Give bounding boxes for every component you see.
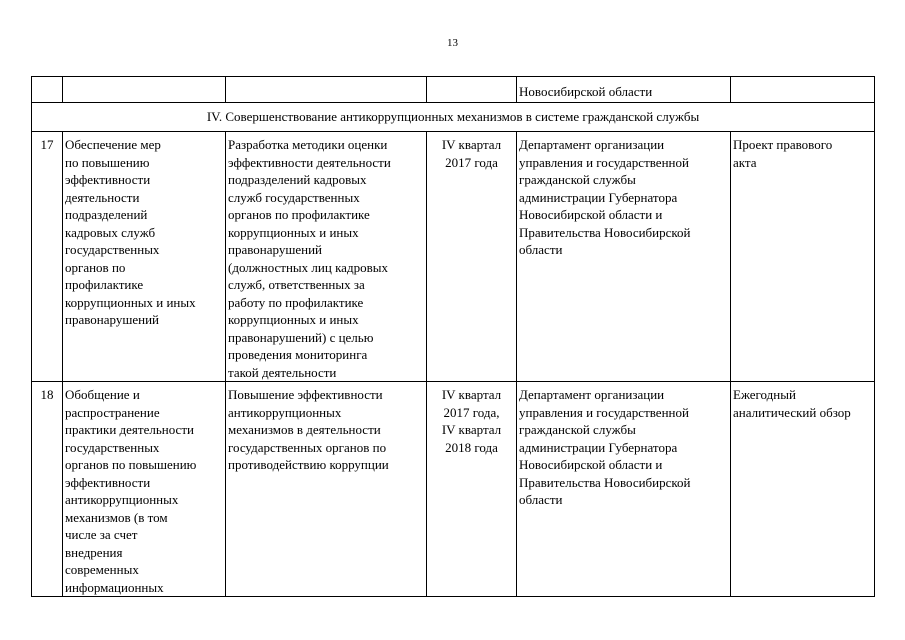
continuation-row [32,77,875,103]
cell-line: администрации Губернатора [519,189,678,205]
cell-line: эффективности [65,172,151,187]
cell-line: такой деятельности [228,364,337,380]
cell-line: (должностных лиц кадровых [228,259,388,275]
page-number: 13 [447,37,458,49]
cell-line: противодействию коррупции [228,457,389,472]
cell-line: правонарушений [65,312,159,327]
cell-line: Департамент организации [519,137,665,152]
cell-line: Обеспечение мер [65,137,161,152]
cell-line: внедрения [65,544,123,560]
cell-line: Правительства Новосибирской [519,224,691,240]
cell-line: государственных [65,439,160,455]
cell-line: Обобщение и [65,387,140,402]
cell-line: органов по профилактике [228,207,370,222]
cell-line: механизмов в деятельности [228,422,381,437]
measures-table [31,76,875,597]
cell-line: кадровых служб [65,224,156,240]
cell-line: правонарушений) с целью [228,329,374,345]
cell-line: области [519,242,563,257]
result-cell [731,382,875,597]
cell-line: антикоррупционных [65,492,179,507]
cell-line: эффективности деятельности [228,154,391,170]
cell-line: IV квартал [441,422,502,437]
cell-line: IV квартал [441,387,502,402]
term-cell [427,382,517,597]
executor-cell: Новосибирской области [517,77,731,103]
cell-line: государственных органов по [228,439,387,455]
cell-line: антикоррупционных [228,404,342,420]
cell-line: служб, ответственных за [228,277,365,292]
cell-line: гражданской службы [519,172,636,187]
content-cell [226,382,427,597]
cell-line: правонарушений [228,242,322,257]
cell-line: служб государственных [228,189,360,205]
measure-cell [63,132,226,382]
cell-line: числе за счет [65,527,138,542]
content-cell [226,77,427,103]
cell-line: государственных [65,242,160,257]
section-title: IV. Совершенствование антикоррупционных механизмов в системе гражданской службы [32,103,875,132]
table-row [32,382,875,597]
cell-line: органов по [65,259,126,275]
cell-line: коррупционных и иных [65,294,196,310]
cell-line: механизмов (в том [65,509,168,525]
cell-line: по повышению [65,154,150,170]
cell-line: распространение [65,404,160,420]
cell-line: подразделений кадровых [228,172,367,187]
cell-line: 2017 года [445,154,498,170]
cell-line: гражданской службы [519,422,636,437]
cell-line: 2017 года, [443,404,500,420]
cell-line: деятельности [65,189,140,205]
cell-line: администрации Губернатора [519,439,678,455]
term-cell [427,132,517,382]
cell-line: IV квартал [441,137,502,152]
term-cell [427,77,517,103]
cell-line: Департамент организации [519,387,665,402]
cell-line: проведения мониторинга [228,347,368,362]
cell-line: эффективности [65,474,151,490]
cell-line: профилактике [65,277,144,292]
cell-line: Повышение эффективности [228,387,383,402]
cell-line: Разработка методики оценки [228,137,388,152]
section-row [32,103,875,132]
cell-line: органов по повышению [65,457,197,472]
cell-line: современных [65,562,139,577]
executor-cell [517,382,731,597]
cell-line: Новосибирской области и [519,457,663,472]
cell-line: Проект правового [733,137,833,152]
cell-line: практики деятельности [65,422,194,437]
measure-cell [63,77,226,103]
cell-line: акта [733,154,757,170]
row-number-cell: 18 [32,382,63,597]
cell-line: Правительства Новосибирской [519,474,691,490]
cell-line: работу по профилактике [228,294,364,310]
cell-line: информационных [65,579,164,595]
executor-cell [517,132,731,382]
cell-line: Ежегодный [733,387,796,402]
measure-cell [63,382,226,597]
content-cell [226,132,427,382]
cell-line: аналитический обзор [733,404,851,420]
cell-line: управления и государственной [519,154,689,170]
cell-line: управления и государственной [519,404,689,420]
result-cell [731,132,875,382]
cell-line: Новосибирской области и [519,207,663,222]
cell-line: коррупционных и иных [228,312,359,327]
row-number-cell: 17 [32,132,63,382]
cell-line: подразделений [65,207,148,222]
cell-line: коррупционных и иных [228,224,359,240]
cell-line: 2018 года [445,439,498,455]
cell-line: области [519,492,563,507]
table-row [32,132,875,382]
result-cell [731,77,875,103]
row-number-cell [32,77,63,103]
